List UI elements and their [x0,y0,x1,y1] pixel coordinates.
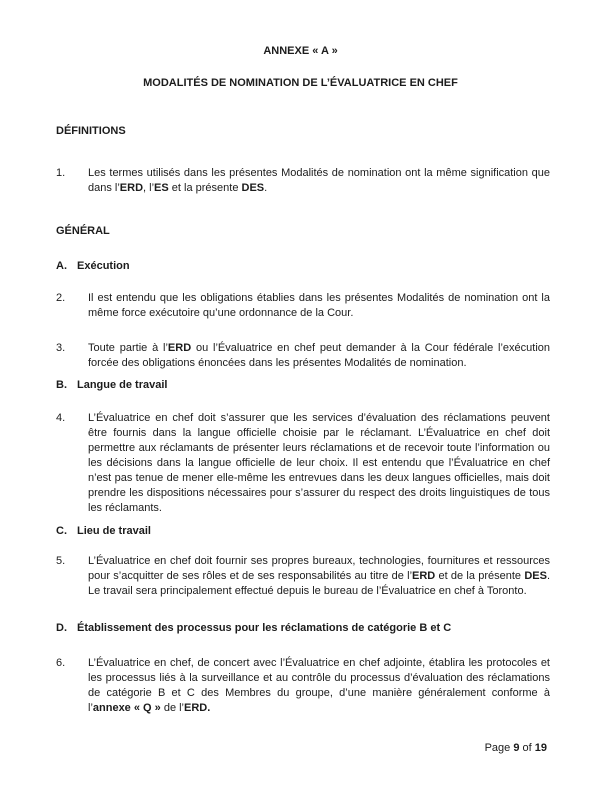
heading-lieu-de-travail [56,524,151,539]
list-item-6 [56,656,550,716]
list-item-1 [56,166,550,196]
item-number-3: 3. [56,342,66,354]
page-number: Page 9 of 19 [484,742,547,754]
section-label-b: Langue de travail [77,379,168,391]
section-label-a: Exécution [77,260,130,272]
section-letter-c: C. [56,525,67,537]
item-text-5: L’Évaluatrice en chef doit fournir ses propres bureaux, technologies, fournitures et ressources pour s’acquitter de ses rôles et de ses responsabilités au titre de l’ERD et de la présente DES. Le travail sera principalement effectué depuis le bureau de l’Évaluatrice en chef à Toronto. [88,555,550,597]
list-item-3 [56,341,550,371]
document-title: MODALITÉS DE NOMINATION DE L’ÉVALUATRICE EN CHEF [143,77,458,89]
section-letter-b: B. [56,379,67,391]
annexe-title: ANNEXE « A » [263,45,338,57]
item-number-4: 4. [56,412,66,424]
heading-etablissement-processus [56,621,451,636]
heading-general: GÉNÉRAL [56,225,110,237]
item-text-3: Toute partie à l’ERD ou l’Évaluatrice en chef peut demander à la Cour fédérale l’exécution forcée des obligations énoncées dans les présentes Modalités de nomination. [88,342,550,369]
heading-definitions: DÉFINITIONS [56,125,126,137]
item-text-4: L’Évaluatrice en chef doit s’assurer que les services d’évaluation des réclamations peuvent être fournis dans la langue officielle choisie par le réclamant. L’Évaluatrice en chef doit permettre aux réclamants de présenter leurs réclamations et de recevoir toute l’information ou les décisions dans la langue officielle de leur choix. Il est entendu que l’Évaluatrice en chef n’est pas tenue de mener elle-même les entrevues dans les deux langues officielles, mais doit prendre les dispositions nécessaires pour s’assurer du respect des droits linguistiques de tous les réclamants. [88,412,550,514]
item-number-2: 2. [56,292,66,304]
section-label-c: Lieu de travail [77,525,151,537]
item-number-1: 1. [56,167,66,179]
item-text-1: Les termes utilisés dans les présentes Modalités de nomination ont la même signification que dans l’ERD, l’ES et la présente DES. [88,167,550,194]
heading-langue-de-travail [56,378,167,393]
item-text-2: Il est entendu que les obligations établies dans les présentes Modalités de nomination ont la même force exécutoire qu’une ordonnance de la Cour. [88,292,550,319]
section-letter-d: D. [56,622,67,634]
heading-execution [56,259,130,274]
list-item-5 [56,554,550,599]
list-item-2 [56,291,550,321]
item-text-6: L’Évaluatrice en chef, de concert avec l’Évaluatrice en chef adjointe, établira les protocoles et les processus liés à la surveillance et au contrôle du processus d’évaluation des réclamations de catégorie B et C des Membres du groupe, d’une manière généralement conforme à l’annexe « Q » de l’ERD. [88,657,550,714]
item-number-5: 5. [56,555,66,567]
section-label-d: Établissement des processus pour les réclamations de catégorie B et C [77,622,452,634]
list-item-4 [56,411,550,516]
section-letter-a: A. [56,260,67,272]
item-number-6: 6. [56,657,66,669]
